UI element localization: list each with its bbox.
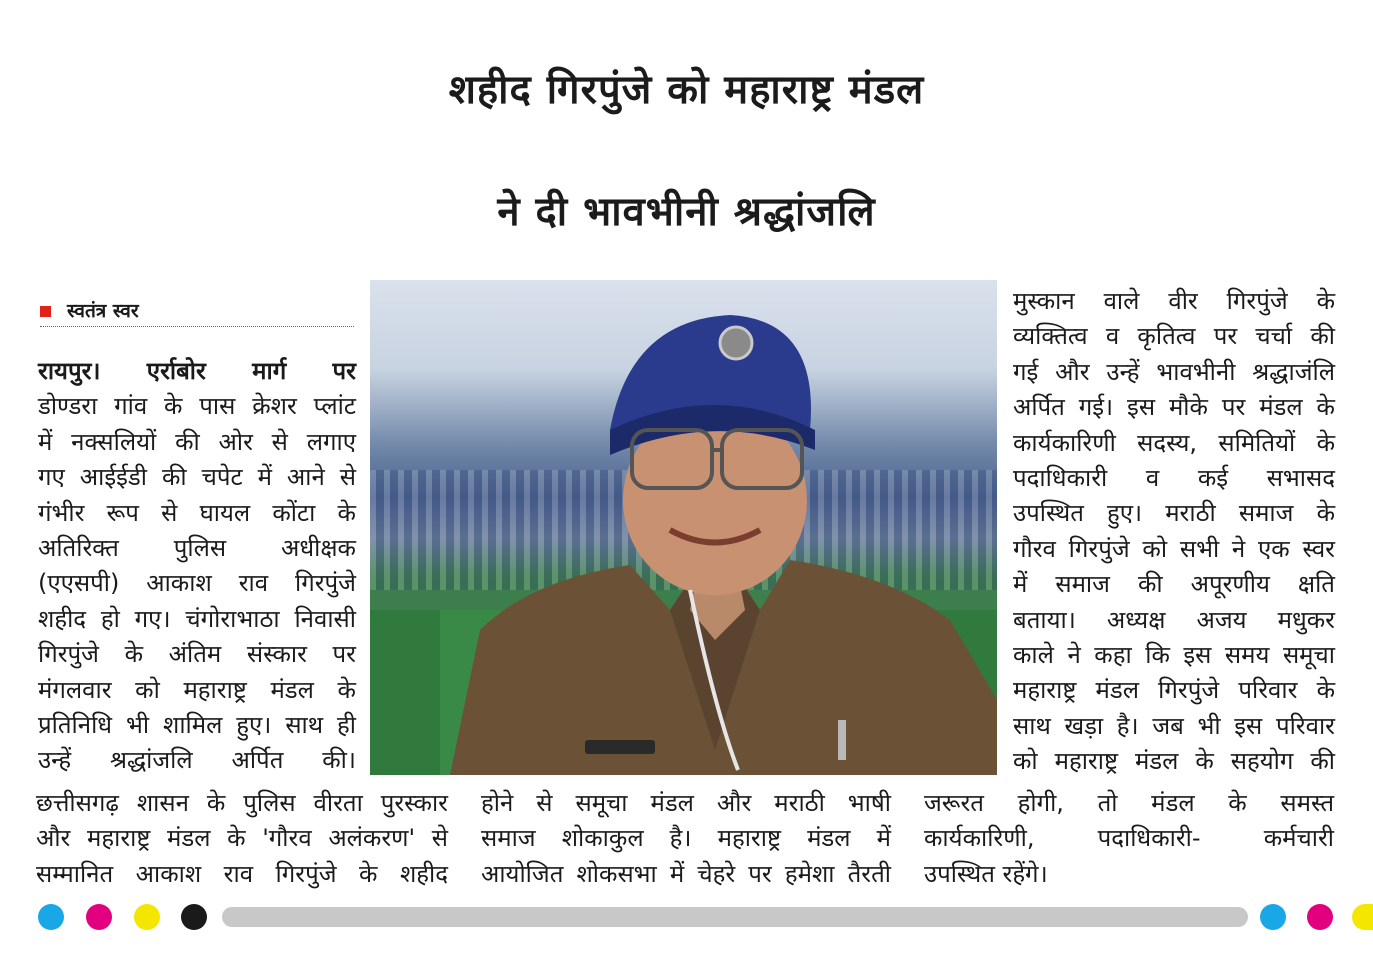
article-line: जरूरत होगी, तो मंडल के समस्त xyxy=(924,789,1334,817)
article-line: मुस्कान वाले वीर गिरपुंजे के xyxy=(1013,287,1335,315)
article-line: (एएसपी) आकाश राव गिरपुंजे xyxy=(38,569,356,598)
byline-text: स्वतंत्र स्वर xyxy=(67,300,139,322)
cyan-registration-dot xyxy=(1260,904,1286,930)
article-line: समाज शोकाकुल है। महाराष्ट्र मंडल में xyxy=(481,824,891,853)
magenta-registration-dot xyxy=(1307,904,1333,930)
article-column-left-bottom xyxy=(36,786,448,892)
article-line: गई और उन्हें भावभीनी श्रद्धाजंलि xyxy=(1013,357,1335,386)
article-line: में नक्सलियों की ओर से लगाए xyxy=(38,427,356,456)
article-line: पदाधिकारी व कई सभासद xyxy=(1013,464,1335,493)
article-line: अतिरिक्त पुलिस अधीक्षक xyxy=(38,534,356,563)
article-line: गिरपुंजे के अंतिम संस्कार पर xyxy=(38,640,356,669)
article-line: कार्यकारिणी, पदाधिकारी- कर्मचारी xyxy=(924,824,1334,853)
article-line: साथ खड़ा है। जब भी इस परिवार xyxy=(1013,711,1335,740)
article-line: अर्पित गई। इस मौके पर मंडल के xyxy=(1013,393,1335,422)
article-line: उपस्थित हुए। मराठी समाज के xyxy=(1013,499,1335,528)
article-column-3 xyxy=(1013,284,1335,780)
article-line: और महाराष्ट्र मंडल के 'गौरव अलंकरण' से xyxy=(36,824,448,853)
byline xyxy=(40,296,354,327)
headline-line-2: ने दी भावभीनी श्रद्धांजलि xyxy=(497,189,876,235)
byline-marker-icon xyxy=(40,306,51,317)
article-column-1 xyxy=(38,354,356,779)
article-line: काले ने कहा कि इस समय समूचा xyxy=(1013,641,1335,670)
magenta-registration-dot xyxy=(86,904,112,930)
officer-figure xyxy=(370,280,997,775)
article-line: महाराष्ट्र मंडल गिरपुंजे परिवार के xyxy=(1013,676,1335,705)
article-line: में समाज की अपूरणीय क्षति xyxy=(1013,570,1335,599)
yellow-registration-dot xyxy=(1352,904,1373,930)
article-line: गए आईईडी की चपेट में आने से xyxy=(38,463,356,492)
article-line xyxy=(38,354,356,389)
officer-photo xyxy=(370,280,997,775)
print-registration-strip xyxy=(0,904,1373,930)
article-line: गौरव गिरपुंजे को सभी ने एक स्वर xyxy=(1013,534,1335,563)
article-line: मंगलवार को महाराष्ट्र मंडल के xyxy=(38,675,356,704)
article-line: सम्मानित आकाश राव गिरपुंजे के शहीद xyxy=(36,859,448,888)
article-line: को महाराष्ट्र मंडल के सहयोग की xyxy=(1013,747,1335,776)
article-line: छत्तीसगढ़ शासन के पुलिस वीरता पुरस्कार xyxy=(36,789,448,817)
black-registration-dot xyxy=(181,904,207,930)
article-line: डोण्डरा गांव के पास क्रेशर प्लांट xyxy=(38,392,356,421)
article-line: आयोजित शोकसभा में चेहरे पर हमेशा तैरती xyxy=(481,859,891,888)
article-line: व्यक्तित्व व कृतित्व पर चर्चा की xyxy=(1013,322,1335,351)
cyan-registration-dot xyxy=(38,904,64,930)
yellow-registration-dot xyxy=(134,904,160,930)
dateline: रायपुर। एर्राबोर मार्ग पर xyxy=(38,357,356,385)
article-line: उपस्थित रहेंगे। xyxy=(924,859,1048,888)
article-line: बताया। अध्यक्ष अजय मधुकर xyxy=(1013,605,1335,634)
registration-bar xyxy=(222,907,1248,927)
article-line: गंभीर रूप से घायल कोंटा के xyxy=(38,498,356,527)
article-line: प्रतिनिधि भी शामिल हुए। साथ ही xyxy=(38,711,356,740)
article-column-right-bottom xyxy=(924,786,1334,892)
article-line: कार्यकारिणी सदस्य, समितियों के xyxy=(1013,428,1335,457)
headline-line-1: शहीद गिरपुंजे को महाराष्ट्र मंडल xyxy=(448,67,925,113)
article-line: शहीद हो गए। चंगोराभाठा निवासी xyxy=(38,604,356,633)
article-line: होने से समूचा मंडल और मराठी भाषी xyxy=(481,789,891,817)
article-column-mid-bottom xyxy=(481,786,891,892)
article-line: उन्हें श्रद्धांजलि अर्पित की। xyxy=(38,746,356,775)
